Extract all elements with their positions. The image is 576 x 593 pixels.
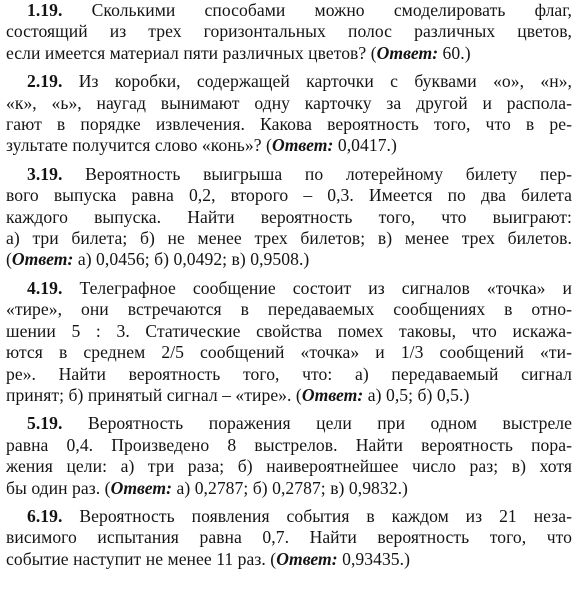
answer-value: 0,0417.) bbox=[333, 135, 397, 156]
problem-number: 3.19. bbox=[27, 163, 63, 184]
problem-number: 1.19. bbox=[27, 0, 63, 20]
problem-2-19 bbox=[6, 71, 572, 157]
problem-4-19 bbox=[6, 278, 572, 406]
problem-text-line: если имеется материал пяти различных цветов? ( bbox=[6, 42, 377, 63]
problem-text-line: принят; б) принятый сигнал – «тире». ( bbox=[6, 384, 302, 405]
problem-text-line: жения цели: а) три раза; б) наивероятнейшее число раз; в) хотя bbox=[6, 456, 572, 477]
answer-value: а) 0,5; б) 0,5.) bbox=[363, 384, 470, 405]
answer-value: 0,93435.) bbox=[337, 548, 411, 569]
problem-text-line: гают в порядке извлечения. Какова вероятность того, что в ре- bbox=[6, 114, 572, 135]
problem-text-line: ре». Найти вероятность того, что: а) передаваемый сигнал bbox=[6, 363, 572, 384]
problem-text-line: шении 5 : 3. Статические свойства помех таковы, что искажа- bbox=[6, 320, 572, 341]
problem-1-19 bbox=[6, 0, 572, 64]
problem-6-19 bbox=[6, 506, 572, 570]
answer-value: а) 0,2787; б) 0,2787; в) 0,9832.) bbox=[172, 477, 408, 498]
problem-text-line: бы один раз. ( bbox=[6, 477, 111, 498]
problem-3-19 bbox=[6, 164, 572, 271]
answer-label: Ответ: bbox=[110, 477, 173, 498]
problem-text-line: событие наступит не менее 11 раз. ( bbox=[6, 548, 277, 569]
problem-text-line: Вероятность поражения цели при одном выстреле bbox=[87, 413, 572, 434]
answer-label: Ответ: bbox=[376, 42, 439, 63]
answer-label: Ответ: bbox=[301, 384, 364, 405]
problem-text-line: каждого выпуска. Найти вероятность того, что выиграют: bbox=[6, 206, 572, 227]
answer-label: Ответ: bbox=[276, 548, 338, 569]
problem-text-line: а) три билета; б) не менее трех билетов; в) менее трех билетов. bbox=[6, 228, 572, 249]
problem-text-line: Из коробки, содержащей карточки с буквами «о», «н», bbox=[78, 71, 572, 92]
problem-text-line: Вероятность появления события в каждом из 21 неза- bbox=[79, 505, 573, 526]
document-page bbox=[6, 0, 572, 577]
problem-text-line: ( bbox=[6, 249, 12, 270]
problem-text-line: ются в среднем 2/5 сообщений «точка» и 1/3 сообщений «ти- bbox=[6, 342, 572, 363]
problem-text-line: «к», «ь», наугад вынимают одну карточку за другой и распола- bbox=[6, 92, 572, 113]
answer-value: 60.) bbox=[438, 42, 471, 63]
answer-label: Ответ: bbox=[11, 249, 74, 270]
answer-value: а) 0,0456; б) 0,0492; в) 0,9508.) bbox=[73, 249, 310, 270]
problem-text-line: состоящий из трех горизонтальных полос различных цветов, bbox=[6, 21, 572, 42]
answer-label: Ответ: bbox=[271, 135, 334, 156]
problem-text-line: «тире», они встречаются в передаваемых сообщениях в отно- bbox=[6, 299, 572, 320]
problem-number: 2.19. bbox=[27, 71, 63, 92]
problem-text-line: Сколькими способами можно смоделировать флаг, bbox=[91, 0, 572, 20]
problem-number: 5.19. bbox=[27, 413, 63, 434]
problem-text-line: Вероятность выигрыша по лотерейному билету пер- bbox=[85, 163, 572, 184]
problem-number: 4.19. bbox=[27, 277, 63, 298]
problem-text-line: зультате получится слово «конь»? ( bbox=[6, 135, 272, 156]
problem-number: 6.19. bbox=[27, 505, 63, 526]
problem-text-line: висимого испытания равна 0,7. Найти вероятность того, что bbox=[6, 527, 572, 548]
problem-text-line: вого выпуска равна 0,2, второго – 0,3. Имеется по два билета bbox=[6, 185, 572, 206]
problem-text-line: Телеграфное сообщение состоит из сигналов «точка» и bbox=[79, 277, 572, 298]
problem-5-19 bbox=[6, 413, 572, 499]
problem-text-line: равна 0,4. Произведено 8 выстрелов. Найти вероятность пора- bbox=[6, 434, 572, 455]
